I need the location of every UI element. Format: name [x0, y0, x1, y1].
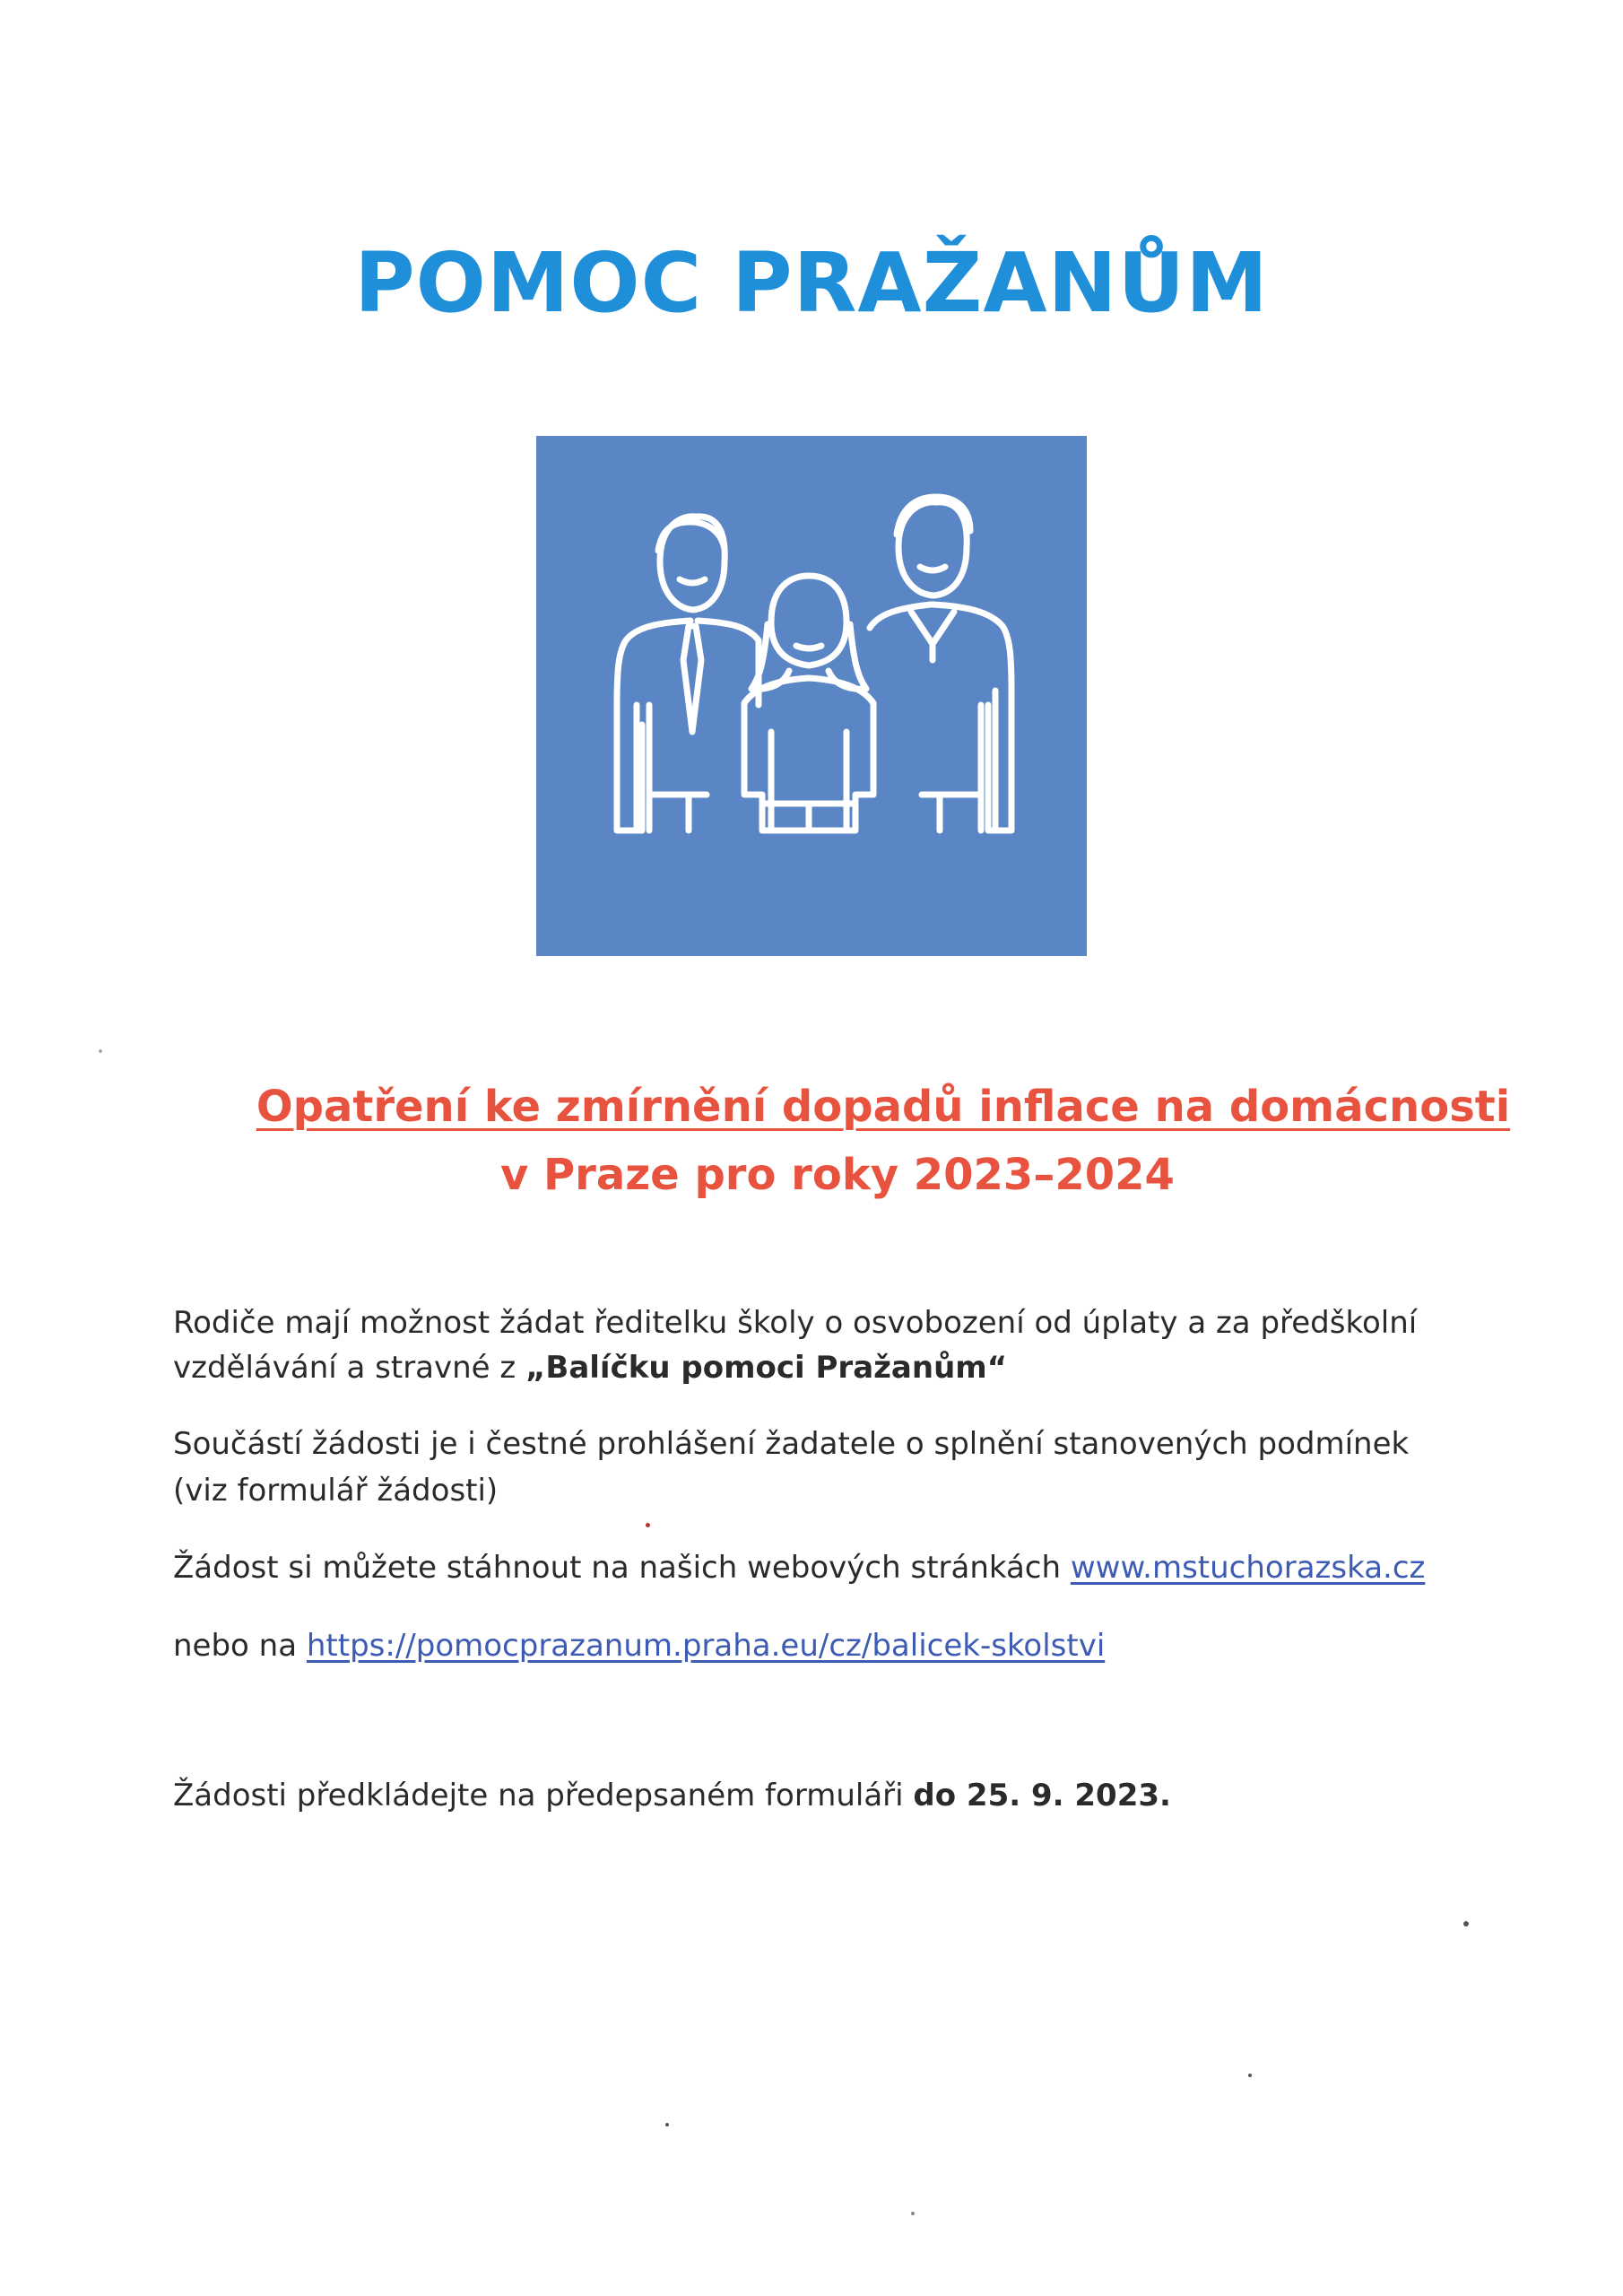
- package-name: „Balíčku pomoci Pražanům“: [525, 1350, 1008, 1386]
- scan-speck: [646, 1523, 650, 1527]
- subtitle-line-1: Opatření ke zmírnění dopadů inflace na domácnosti: [256, 1082, 1511, 1132]
- right-man-collar: [911, 612, 954, 660]
- paragraph-1-line-1: Rodiče mají možnost žádat ředitelku školy o osvobození od úplaty a za předškolní: [173, 1305, 1418, 1341]
- family-icon: [536, 436, 1087, 956]
- paragraph-2-line-1: Součástí žádosti je i čestné prohlášení žadatele o splnění stanovených podmínek: [173, 1426, 1410, 1462]
- prague-help-link[interactable]: https://pomocprazanum.praha.eu/cz/balicek-skolstvi: [306, 1628, 1106, 1664]
- girl-head: [771, 576, 846, 665]
- paragraph-4-text: nebo na: [173, 1628, 307, 1664]
- paragraph-1-line-2: [173, 1345, 1007, 1390]
- paragraph-3-text: Žádost si můžete stáhnout na našich webových stránkách: [173, 1550, 1071, 1586]
- scan-speck: [1248, 2074, 1252, 2077]
- scan-speck: [911, 2212, 915, 2215]
- left-man-tie: [683, 626, 701, 732]
- paragraph-2-line-2: (viz formulář žádosti): [173, 1473, 499, 1509]
- page-title: POMOC PRAŽANŮM: [354, 235, 1269, 331]
- scan-speck: [99, 1049, 102, 1053]
- left-man-body: [617, 621, 690, 831]
- scan-speck: [665, 2123, 669, 2126]
- paragraph-5: [173, 1773, 1171, 1818]
- paragraph-1-line-2-text: vzdělávání a stravné z: [173, 1350, 526, 1386]
- paragraph-3: [173, 1545, 1425, 1590]
- paragraph-5-text: Žádosti předkládejte na předepsaném formuláři: [173, 1778, 914, 1813]
- scan-speck: [1463, 1921, 1469, 1926]
- paragraph-4: [173, 1623, 1105, 1668]
- family-pictogram: [536, 436, 1087, 956]
- right-man-head: [898, 502, 967, 596]
- deadline-date: do 25. 9. 2023.: [913, 1778, 1171, 1813]
- school-website-link[interactable]: www.mstuchorazska.cz: [1070, 1550, 1426, 1586]
- subtitle-line-2: v Praze pro roky 2023–2024: [500, 1150, 1175, 1200]
